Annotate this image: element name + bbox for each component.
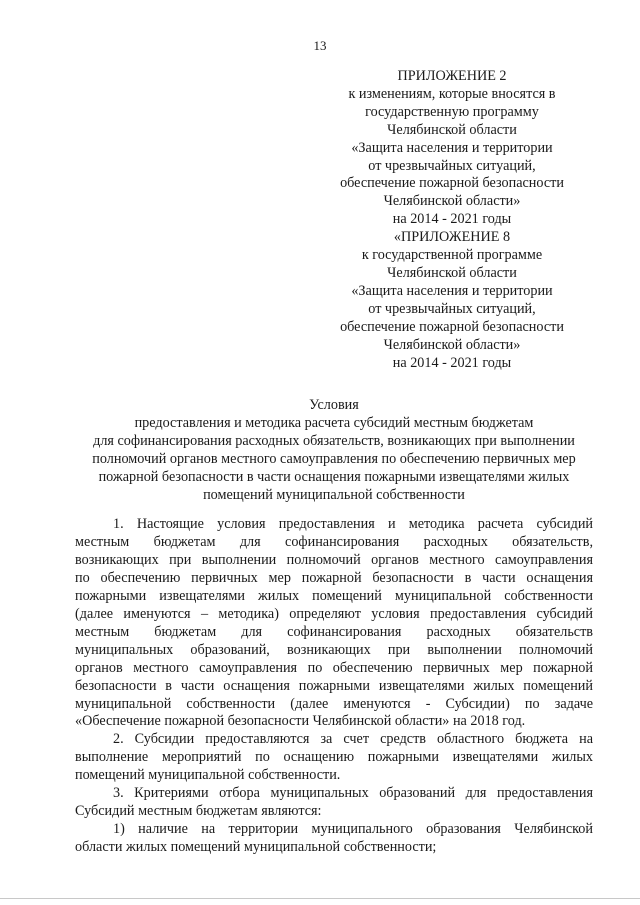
appendix-line: на 2014 - 2021 годы [392, 354, 512, 371]
title-line: Условия [309, 397, 359, 413]
title-line: для софинансирования расходных обязательств, возникающих при выполнении [93, 432, 575, 449]
body-line: возникающих при выполнении полномочий органов местного самоуправления [75, 551, 593, 568]
page-number: 13 [313, 38, 327, 53]
body-line: «Обеспечение пожарной безопасности Челябинской области» на 2018 год. [75, 713, 526, 730]
appendix-line: от чрезвычайных ситуаций, [368, 300, 536, 317]
appendix-header [306, 68, 598, 372]
body-line: 1) наличие на территории муниципального образования Челябинской [113, 821, 593, 838]
appendix-line: к государственной программе [361, 247, 543, 264]
body-line: местным бюджетам для софинансирования расходных обязательств, [75, 533, 593, 550]
body-line: 2. Субсидии предоставляются за счет средств областного бюджета на [113, 731, 593, 748]
body-line: помещений муниципальной собственности. [75, 767, 341, 784]
body-line: выполнение мероприятий по оснащению пожарными извещателями жилых [75, 749, 593, 766]
appendix-line: государственную программу [365, 103, 539, 120]
body-line: (далее именуются – методика) определяют условия предоставления субсидий [75, 605, 593, 622]
body-line: муниципальной собственности (далее именуются - Субсидии) по задаче [75, 695, 593, 712]
body-line: местным бюджетам для софинансирования расходных обязательств [75, 623, 593, 640]
appendix-line: Челябинской области» [383, 336, 521, 353]
body-line: по обеспечению первичных мер пожарной безопасности в части оснащения [75, 569, 593, 586]
body-line: 1. Настоящие условия предоставления и методика расчета субсидий [113, 516, 593, 532]
appendix-line: «Защита населения и территории [351, 139, 553, 156]
title-line: полномочий органов местного самоуправления по обеспечению первичных мер [92, 450, 576, 467]
body-line: области жилых помещений муниципальной собственности; [75, 839, 437, 856]
body-line: Субсидий местным бюджетам являются: [75, 803, 322, 820]
document-body [75, 516, 593, 857]
appendix-line: обеспечение пожарной безопасности [340, 175, 564, 192]
title-line: пожарной безопасности в части оснащения пожарными извещателями жилых [98, 468, 570, 485]
appendix-line: от чрезвычайных ситуаций, [368, 157, 536, 174]
document-title [64, 397, 604, 504]
appendix-line: Челябинской области [387, 121, 517, 138]
page-bottom-rule [0, 898, 640, 899]
body-line: муниципальных образований, возникающих при выполнении полномочий [75, 641, 593, 658]
title-line: помещений муниципальной собственности [203, 486, 465, 503]
body-line: безопасности в части оснащения пожарными извещателями жилых помещений [75, 677, 593, 694]
appendix-line: на 2014 - 2021 годы [392, 211, 512, 228]
appendix-line: обеспечение пожарной безопасности [340, 318, 564, 335]
title-line: предоставления и методика расчета субсидий местным бюджетам [134, 414, 534, 431]
appendix-line: ПРИЛОЖЕНИЕ 2 [397, 68, 507, 84]
body-line: 3. Критериями отбора муниципальных образований для предоставления [113, 785, 593, 802]
appendix-line: Челябинской области [387, 264, 517, 281]
body-line: пожарными извещателями жилых помещений муниципальной собственности [75, 587, 593, 604]
appendix-line: Челябинской области» [383, 193, 521, 210]
body-line: органов местного самоуправления по обеспечению первичных мер пожарной [75, 659, 593, 676]
appendix-line: к изменениям, которые вносятся в [348, 85, 556, 102]
appendix-line: «ПРИЛОЖЕНИЕ 8 [393, 229, 511, 246]
appendix-line: «Защита населения и территории [351, 282, 553, 299]
